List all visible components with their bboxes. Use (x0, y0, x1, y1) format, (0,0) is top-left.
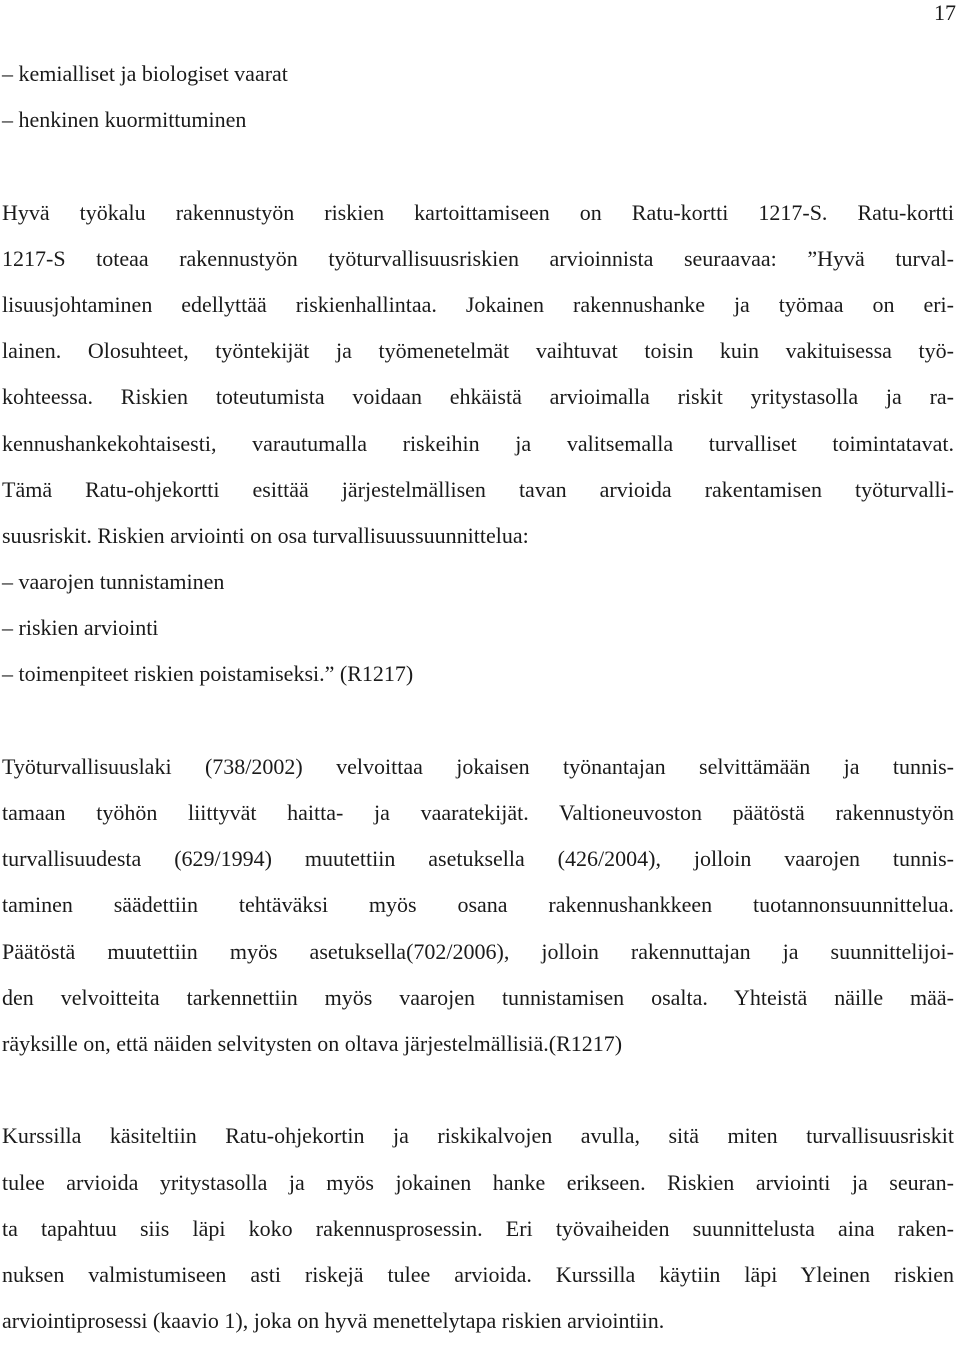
list-item: – kemialliset ja biologiset vaarat (2, 61, 288, 86)
paragraph-line: lisuusjohtaminen edellyttää riskienhallintaa. Jokainen rakennushanke ja työmaa on eri- (2, 291, 954, 317)
page-number: 17 (934, 0, 956, 25)
paragraph-line: lainen. Olosuhteet, työntekijät ja työmenetelmät vaihtuvat toisin kuin vakituisessa työ- (2, 338, 954, 364)
paragraph-line: räyksille on, että näiden selvitysten on oltava järjestelmällisiä.(R1217) (2, 1030, 623, 1056)
paragraph-line: Tämä Ratu-ohjekortti esittää järjestelmällisen tavan arvioida rakentamisen työturvalli- (2, 476, 954, 502)
list-item: – vaarojen tunnistaminen (2, 569, 225, 595)
paragraph-line: den velvoitteita tarkennettiin myös vaarojen tunnistamisen osalta. Yhteistä näille mää- (2, 984, 954, 1010)
paragraph-line: turvallisuudesta (629/1994) muutettiin asetuksella (426/2004), jolloin vaarojen tunnis- (2, 846, 954, 872)
paragraph-line: kohteessa. Riskien toteutumista voidaan ehkäistä arvioimalla riskit yritystasolla ja ra- (2, 384, 954, 410)
page-content (2, 60, 954, 1353)
paragraph-gap (2, 707, 954, 753)
paragraph-line: Työturvallisuuslaki (738/2002) velvoittaa jokaisen työnantajan selvittämään ja tunnis- (2, 753, 954, 779)
list-item: – riskien arviointi (2, 615, 159, 641)
paragraph-line: taminen säädettiin tehtäväksi myös osana rakennushankkeen tuotannonsuunnittelua. (2, 892, 954, 918)
paragraph-gap (2, 152, 954, 198)
paragraph-ratu-card (2, 199, 954, 569)
paragraph-line: tulee arvioida yritystasolla ja myös jokainen hanke erikseen. Riskien arviointi ja seuran- (2, 1169, 954, 1195)
paragraph-line: tamaan työhön liittyvät haitta- ja vaaratekijät. Valtioneuvoston päätöstä rakennustyön (2, 800, 954, 825)
paragraph-course (2, 1122, 954, 1353)
paragraph-line: Päätöstä muutettiin myös asetuksella(702/2006), jolloin rakennuttajan ja suunnittelijoi- (2, 938, 954, 964)
paragraph-line: suusriskit. Riskien arviointi on osa turvallisuussuunnittelua: (2, 522, 529, 548)
paragraph-line: Hyvä työkalu rakennustyön riskien kartoittamiseen on Ratu-kortti 1217-S. Ratu-kortti (2, 199, 954, 225)
paragraph-line: 1217-S toteaa rakennustyön työturvallisuusriskien arvioinnista seuraavaa: ”Hyvä turval- (2, 245, 954, 271)
list-item: – toimenpiteet riskien poistamiseksi.” (R1217) (2, 661, 414, 687)
list-item: – henkinen kuormittuminen (2, 107, 247, 133)
paragraph-legislation (2, 753, 954, 1076)
paragraph-line: kennushankekohtaisesti, varautumalla riskeihin ja valitsemalla turvalliset toimintatavat. (2, 430, 954, 456)
paragraph-line: Kurssilla käsiteltiin Ratu-ohjekortin ja riskikalvojen avulla, sitä miten turvallisuusriskit (2, 1123, 954, 1149)
safety-planning-list (2, 568, 954, 707)
paragraph-gap (2, 1076, 954, 1122)
paragraph-line: nuksen valmistumiseen asti riskejä tulee arvioida. Kurssilla käytiin läpi Yleinen riskien (2, 1261, 954, 1287)
paragraph-line: ta tapahtuu siis läpi koko rakennusprosessin. Eri työvaiheiden suunnittelusta aina raken- (2, 1215, 954, 1241)
paragraph-line: arviointiprosessi (kaavio 1), joka on hyvä menettelytapa riskien arviointiin. (2, 1308, 665, 1334)
